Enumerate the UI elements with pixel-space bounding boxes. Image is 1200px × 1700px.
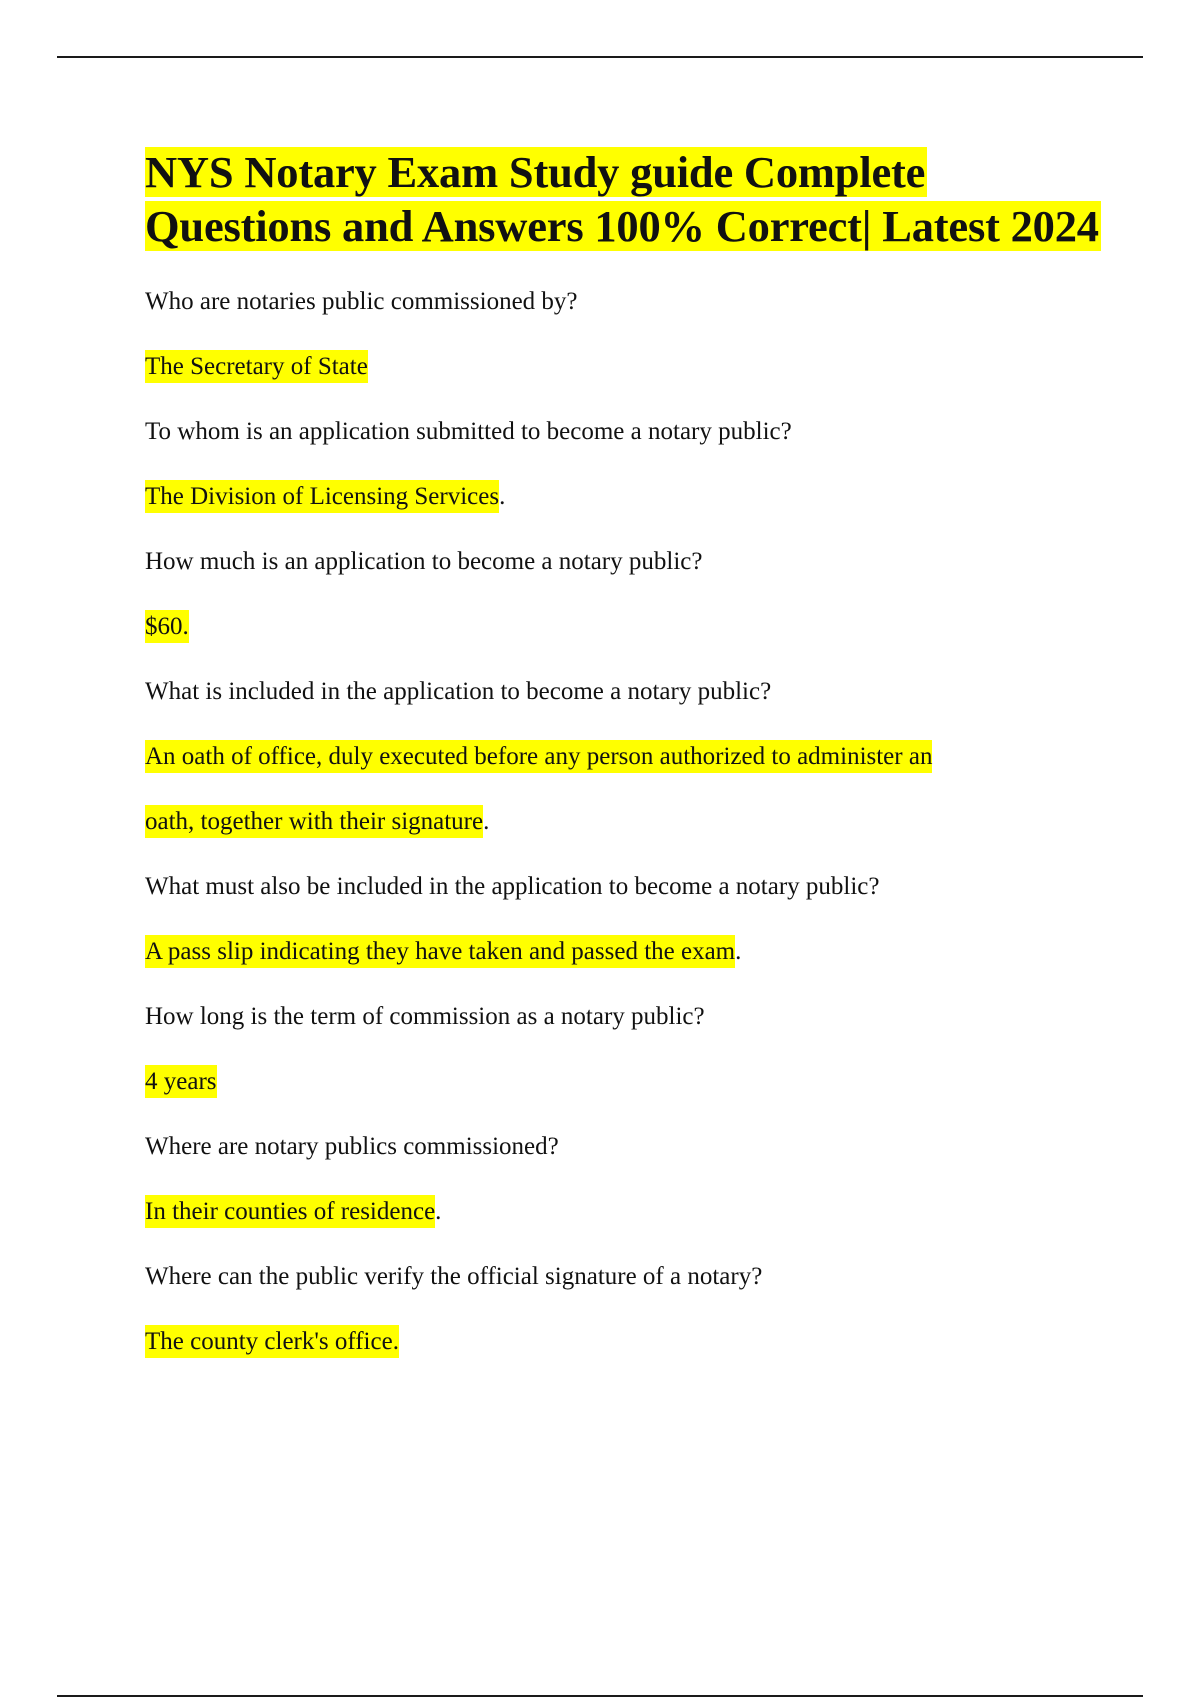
- answer-highlight: oath, together with their signature: [145, 805, 483, 838]
- question-text: What must also be included in the application to become a notary public?: [145, 873, 880, 900]
- answer-highlight: The Secretary of State: [145, 350, 368, 383]
- answer-highlight: A pass slip indicating they have taken and passed the exam: [145, 935, 735, 968]
- answer-suffix: .: [499, 483, 506, 510]
- title-highlight: NYS Notary Exam Study guide Complete Questions and Answers 100% Correct| Latest 2024: [145, 147, 1099, 251]
- answer-line: [145, 724, 1105, 789]
- question-text: What is included in the application to become a notary public?: [145, 678, 772, 705]
- answer-highlight: In their counties of residence: [145, 1195, 435, 1228]
- answer-highlight: The county clerk's office.: [145, 1325, 399, 1358]
- document-title: [145, 145, 1105, 253]
- answer-highlight: 4 years: [145, 1065, 217, 1098]
- answer-suffix: .: [483, 808, 490, 835]
- document-body: [145, 145, 1105, 1374]
- answer-highlight: The Division of Licensing Services: [145, 480, 499, 513]
- answer-suffix: .: [435, 1198, 442, 1225]
- answer-line: [145, 1309, 1105, 1374]
- answer-line: [145, 1049, 1105, 1114]
- answer-line: [145, 1179, 1105, 1244]
- question-text: How long is the term of commission as a notary public?: [145, 1003, 705, 1030]
- answer-suffix: .: [735, 938, 742, 965]
- question-text: How much is an application to become a notary public?: [145, 548, 703, 575]
- bottom-rule: [57, 1695, 1143, 1697]
- answer-line: [145, 334, 1105, 399]
- question-text: Who are notaries public commissioned by?: [145, 288, 578, 315]
- answer-line: [145, 919, 1105, 984]
- question-text: To whom is an application submitted to become a notary public?: [145, 418, 792, 445]
- answer-line: [145, 594, 1105, 659]
- answer-line: [145, 464, 1105, 529]
- answer-highlight: $60.: [145, 610, 189, 643]
- top-rule: [57, 56, 1143, 58]
- answer-highlight: An oath of office, duly executed before any person authorized to administer an: [145, 740, 932, 773]
- question-text: Where can the public verify the official signature of a notary?: [145, 1263, 763, 1290]
- qa-list: [145, 269, 1105, 1374]
- answer-line: [145, 789, 1105, 854]
- question-text: Where are notary publics commissioned?: [145, 1133, 559, 1160]
